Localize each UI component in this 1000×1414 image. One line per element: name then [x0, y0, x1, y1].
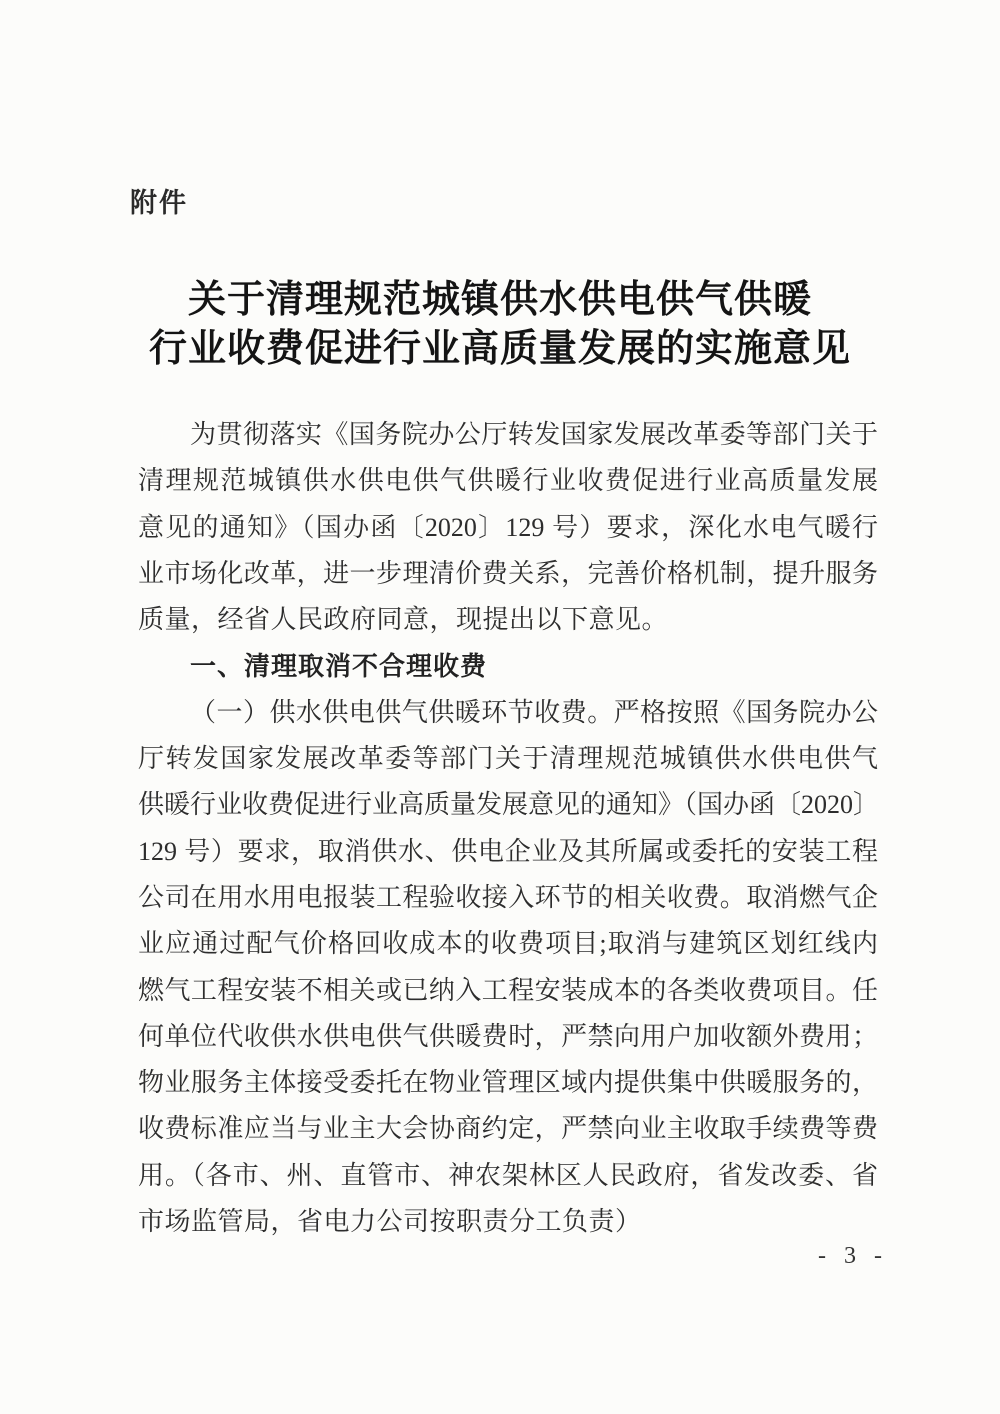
document-body	[138, 412, 878, 1245]
body-line: 用。（各市、州、直管市、神农架林区人民政府，省发改委、省	[138, 1160, 878, 1190]
document-title-line1: 关于清理规范城镇供水供电供气供暖	[187, 279, 812, 321]
body-line: 市场监管局，省电力公司按职责分工负责）	[138, 1207, 642, 1237]
body-line: 厅转发国家发展改革委等部门关于清理规范城镇供水供电供气	[138, 744, 878, 774]
page-number: - 3 -	[818, 1243, 888, 1269]
body-line: 业应通过配气价格回收成本的收费项目;取消与建筑区划红线内	[138, 929, 878, 959]
body-line: 物业服务主体接受委托在物业管理区域内提供集中供暖服务的，	[138, 1068, 878, 1098]
body-line: 为贯彻落实《国务院办公厅转发国家发展改革委等部门关于	[190, 420, 878, 449]
body-line: 意见的通知》（国办函〔2020〕129 号）要求，深化水电气暖行	[138, 512, 878, 542]
body-line: （一）供水供电供气供暖环节收费。严格按照《国务院办公	[190, 697, 878, 727]
body-line: 业市场化改革，进一步理清价费关系，完善价格机制，提升服务	[138, 558, 878, 588]
body-line: 供暖行业收费促进行业高质量发展意见的通知》（国办函〔2020〕	[138, 790, 880, 820]
body-line: 燃气工程安装不相关或已纳入工程安装成本的各类收费项目。任	[138, 975, 878, 1005]
section-heading: 一、清理取消不合理收费	[190, 651, 488, 682]
body-line: 129 号）要求，取消供水、供电企业及其所属或委托的安装工程	[138, 836, 878, 866]
body-line: 清理规范城镇供水供电供气供暖行业收费促进行业高质量发展	[138, 466, 878, 496]
body-line: 质量，经省人民政府同意，现提出以下意见。	[138, 605, 669, 635]
document-title	[0, 276, 1000, 374]
body-line: 收费标准应当与业主大会协商约定，严禁向业主收取手续费等费	[138, 1114, 878, 1144]
body-line: 公司在用水用电报装工程验收接入环节的相关收费。取消燃气企	[138, 882, 878, 912]
body-line: 何单位代收供水供电供气供暖费时，严禁向用户加收额外费用；	[138, 1021, 878, 1051]
attachment-label: 附件	[130, 188, 188, 218]
document-title-line2: 行业收费促进行业高质量发展的实施意见	[148, 328, 851, 370]
